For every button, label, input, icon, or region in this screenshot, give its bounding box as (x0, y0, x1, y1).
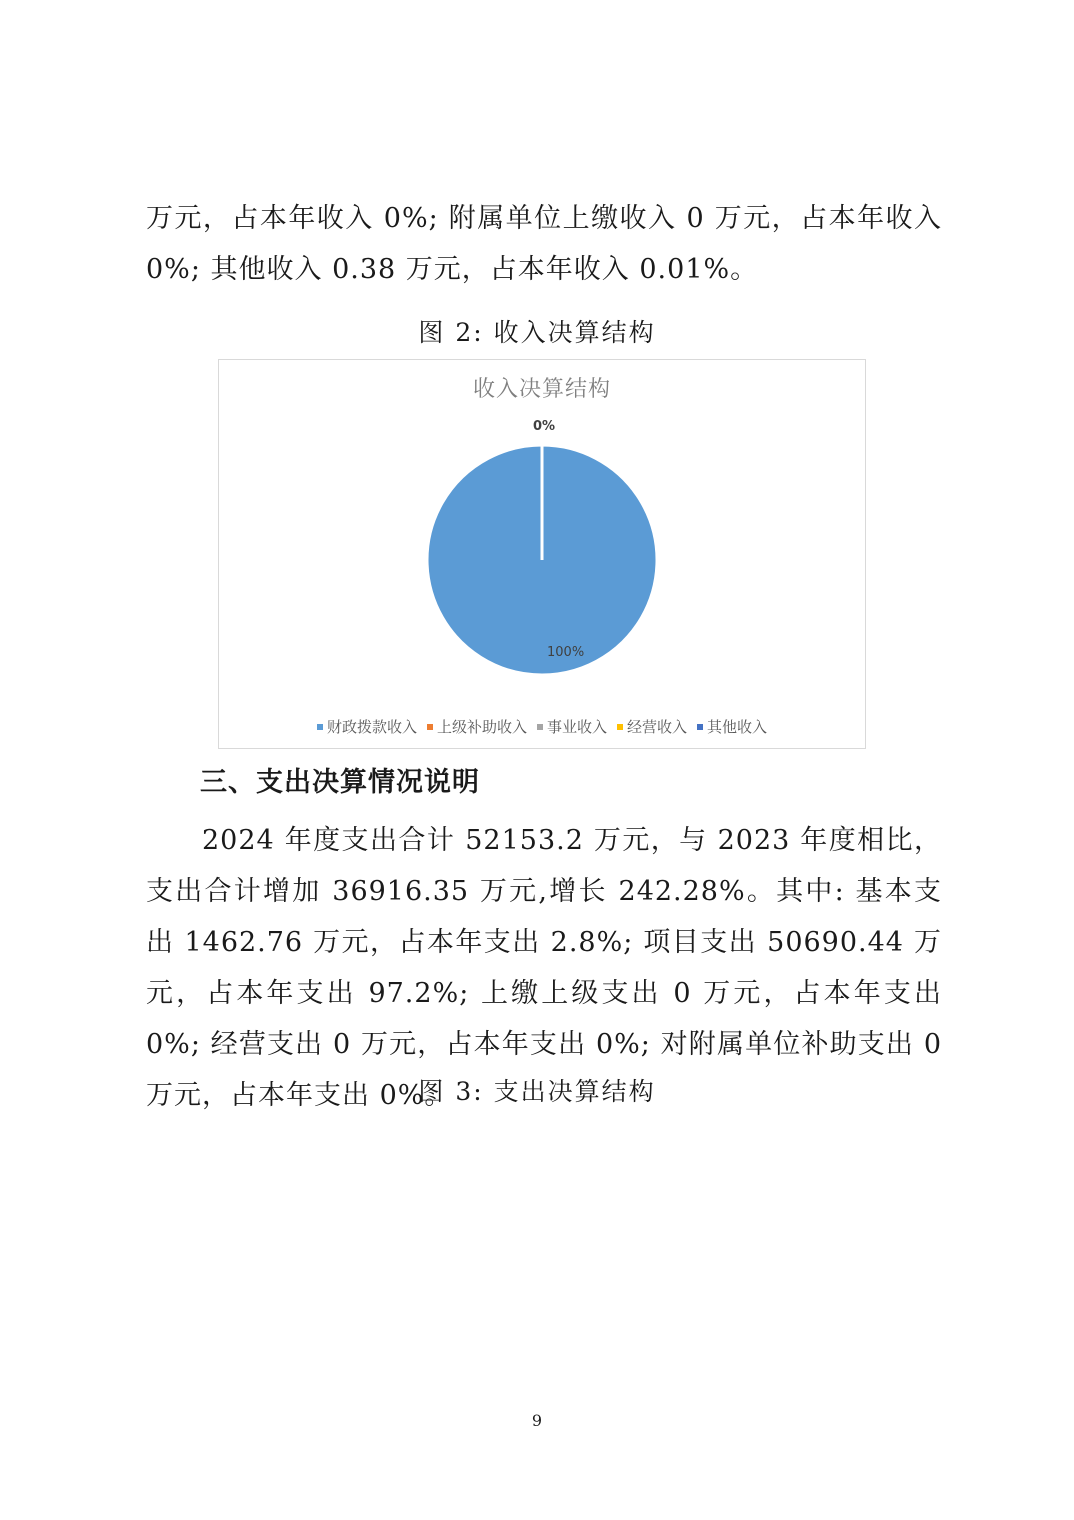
legend-label-3: 事业收入 (546, 718, 607, 736)
chart-title: 收入决算结构 (472, 377, 611, 402)
data-label-small-slice: 0% (533, 419, 556, 434)
legend-item-5 (697, 716, 767, 737)
data-label-main-slice: 100% (547, 645, 585, 660)
legend-item-4 (617, 716, 687, 737)
legend-swatch-4 (617, 724, 623, 730)
legend-swatch-3 (537, 724, 543, 730)
page-number: 9 (531, 1411, 543, 1430)
legend-label-4: 经营收入 (627, 718, 688, 736)
legend-item-3 (537, 716, 607, 737)
income-pie-chart (218, 359, 866, 749)
legend-swatch-2 (427, 724, 433, 730)
legend-swatch-1 (317, 724, 323, 730)
figure-3-caption: 图 3: 支出决算结构 (418, 1077, 656, 1106)
legend-label-5: 其他收入 (707, 718, 768, 736)
expense-paragraph: 2024 年度支出合计 52153.2 万元，与 2023 年度相比，支出合计增加 36916.35 万元,增长 242.28%。其中: 基本支出 1462.76 万元，占本年支出 2.8%; 项目支出 50690.44 万元，占本年支出 97.2%; 上缴上级支出 0 万元，占本年支出 0%; 经营支出 0 万元，占本年支出 0%; 对附属单位补助支出 0 万元，占本年支出 0%。 (146, 825, 942, 1111)
legend-label-1: 财政拨款收入 (326, 718, 417, 736)
chart-legend (219, 716, 865, 737)
income-paragraph-tail: 万元，占本年收入 0%; 附属单位上缴收入 0 万元，占本年收入 0%; 其他收入 0.38 万元，占本年收入 0.01%。 (146, 203, 942, 285)
figure-2-caption: 图 2: 收入决算结构 (418, 318, 656, 347)
legend-item-1 (317, 716, 417, 737)
legend-item-2 (427, 716, 527, 737)
legend-swatch-5 (697, 724, 703, 730)
legend-label-2: 上级补助收入 (436, 718, 527, 736)
section-heading: 三、支出决算情况说明 (200, 767, 480, 798)
